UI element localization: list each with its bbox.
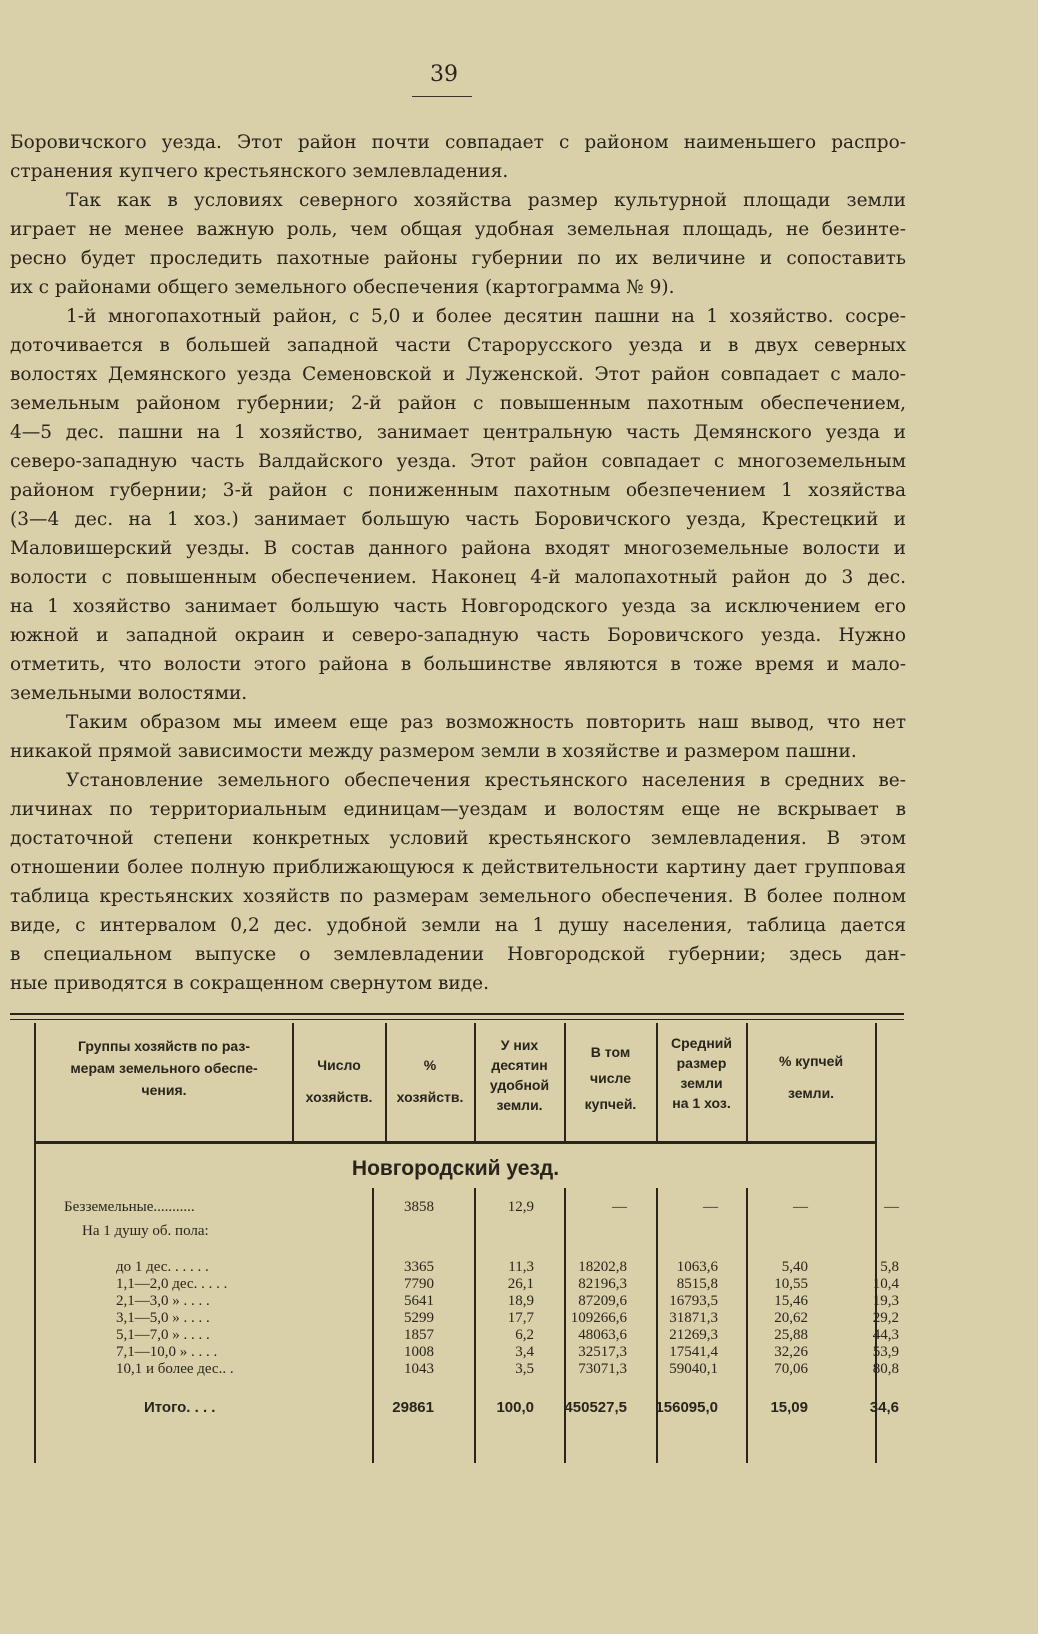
cell-pct: 18,9 [507, 1293, 534, 1309]
text-line: Установление земельного обеспечения крестьянского населения в средних ве- [66, 770, 906, 791]
cell-households: 7790 [404, 1276, 434, 1292]
cell-households: 5641 [404, 1293, 434, 1309]
cell-households: 1043 [404, 1361, 434, 1377]
header-text: десятин [491, 1057, 548, 1073]
text-line: таблица крестьянских хозяйств по размерам земельного обеспечения. В более полном [10, 886, 906, 907]
cell-pct-purchased: 29,2 [872, 1310, 899, 1326]
text-line: земельным районом губернии; 2-й район с повышенным пахотным обеспечением, [10, 393, 906, 414]
cell-households: 3365 [404, 1259, 434, 1275]
header-text: земли [680, 1075, 723, 1091]
cell-purchased: 16793,5 [669, 1293, 718, 1309]
text-line: 4—5 дес. пашни на 1 хозяйство, занимает центральную часть Демянского уезда и [10, 422, 906, 443]
header-text: чения. [141, 1082, 187, 1098]
cell-land: 109266,6 [570, 1310, 627, 1326]
cell-pct-purchased: 10,4 [872, 1276, 899, 1292]
cell-land: 73071,3 [578, 1361, 627, 1377]
text-line: ресно будет проследить пахотные районы губернии по их величине и сопоставить [10, 248, 906, 269]
header-text: Число [317, 1057, 361, 1073]
cell-purchased: 59040,1 [669, 1361, 718, 1377]
cell-avg: — [793, 1199, 808, 1215]
row-label: до 1 дес. . . . . . [116, 1259, 209, 1275]
text-line: достаточной степени конкретных условий крестьянского землевладения. В этом [10, 828, 906, 849]
cell-avg: 70,06 [774, 1361, 808, 1377]
text-line: волостях Демянского уезда Семеновской и Луженской. Этот район совпадает с мало- [10, 364, 906, 385]
cell-pct: 3,4 [515, 1344, 534, 1360]
header-households [294, 1049, 384, 1113]
cell-land: 87209,6 [578, 1293, 627, 1309]
table-row [34, 1199, 899, 1221]
header-pct-purchased [748, 1045, 874, 1109]
cell-pct-purchased: 19,3 [872, 1293, 899, 1309]
page-number-rule [412, 96, 472, 97]
cell-land: 450527,5 [564, 1399, 627, 1416]
text-line: в специальном выпуске о землевладении Новгородской губернии; здесь дан- [10, 944, 906, 965]
text-line: странения купчего крестьянского землевладения. [10, 161, 509, 182]
text-line: их с районами общего земельного обеспечения (картограмма № 9). [10, 277, 675, 298]
cell-pct: 17,7 [507, 1310, 534, 1326]
header-text: мерам земельного обеспе- [70, 1060, 258, 1076]
cell-pct-purchased: 5,8 [880, 1259, 899, 1275]
cell-pct: 3,5 [515, 1361, 534, 1377]
cell-pct-purchased: 80,8 [872, 1361, 899, 1377]
page-number: 39 [430, 62, 458, 87]
text-line: отношении более полную приближающуюся к действительности картину дает групповая [10, 857, 906, 878]
text-line: ные приводятся в сокращенном свернутом виде. [10, 973, 489, 994]
text-line: Маловишерский уезды. В состав данного района входят многоземельные волости и [10, 538, 906, 559]
header-text: % купчей [778, 1053, 844, 1069]
header-average [658, 1033, 745, 1113]
header-text: удобной [489, 1077, 550, 1093]
cell-land: 82196,3 [578, 1276, 627, 1292]
header-text: хозяйств. [305, 1089, 373, 1105]
cell-avg: 25,88 [774, 1327, 808, 1343]
header-text: на 1 хоз. [672, 1095, 731, 1111]
header-rule [34, 1141, 877, 1144]
cell-land: 32517,3 [578, 1344, 627, 1360]
cell-purchased: 31871,3 [669, 1310, 718, 1326]
text-line: 1-й многопахотный район, с 5,0 и более десятин пашни на 1 хозяйство. сосре- [66, 306, 906, 327]
header-pct-households [387, 1049, 473, 1113]
cell-pct: 100,0 [496, 1399, 534, 1416]
cell-purchased: — [703, 1199, 718, 1215]
cell-land: 48063,6 [578, 1327, 627, 1343]
text-line: районом губернии; 3-й район с пониженным пахотным обезпечением 1 хозяйства [10, 480, 906, 501]
cell-purchased: 8515,8 [676, 1276, 718, 1292]
cell-avg: 20,62 [774, 1310, 808, 1326]
header-text: В том [590, 1044, 631, 1060]
text-line: северо-западную часть Валдайского уезда. Этот район совпадает с многоземельным [10, 451, 906, 472]
cell-pct-purchased: 34,6 [869, 1399, 899, 1416]
cell-households: 1008 [404, 1344, 434, 1360]
cell-avg: 15,46 [774, 1293, 808, 1309]
header-text: % [423, 1057, 437, 1073]
cell-land: 18202,8 [578, 1259, 627, 1275]
cell-pct: 26,1 [507, 1276, 534, 1292]
cell-pct: 6,2 [515, 1327, 534, 1343]
text-line: личинах по территориальным единицам—уездам и волостям еще не вскрывает в [10, 799, 906, 820]
cell-purchased: 156095,0 [655, 1399, 718, 1416]
cell-avg: 32,26 [774, 1344, 808, 1360]
table-row [34, 1361, 899, 1383]
total-row [34, 1399, 899, 1421]
text-line: Боровичского уезда. Этот район почти совпадает с районом наименьшего распро- [10, 132, 906, 153]
text-line: на 1 хозяйство занимает большую часть Новгородского уезда за исключением его [10, 596, 906, 617]
row-label: 5,1—7,0 » . . . . [116, 1327, 210, 1343]
text-line: никакой прямой зависимости между размером земли в хозяйстве и размером пашни. [10, 741, 857, 762]
cell-purchased: 17541,4 [669, 1344, 718, 1360]
cell-households: 5299 [404, 1310, 434, 1326]
header-group-label [38, 1035, 290, 1101]
text-line: волости с повышенным обеспечением. Наконец 4-й малопахотный район до 3 дес. [10, 567, 906, 588]
header-purchased [566, 1039, 655, 1117]
row-label: 10,1 и более дес.. . [116, 1361, 234, 1377]
cell-avg: 15,09 [770, 1399, 808, 1416]
table-top-rule [10, 1013, 904, 1015]
text-line: Так как в условиях северного хозяйства размер культурной площади земли [66, 190, 906, 211]
subheading-text: На 1 душу об. пола: [82, 1223, 209, 1239]
cell-land: — [612, 1199, 627, 1215]
cell-avg: 5,40 [781, 1259, 808, 1275]
header-land [476, 1035, 563, 1115]
row-label: Итого. . . . [144, 1399, 216, 1416]
header-text: Средний [670, 1035, 732, 1051]
row-label: 1,1—2,0 дес. . . . . [116, 1276, 228, 1292]
text-line: доточивается в большей западной части Старорусского уезда и в двух северных [10, 335, 906, 356]
cell-pct-purchased: 44,3 [872, 1327, 899, 1343]
header-text: земли. [787, 1085, 835, 1101]
row-label: 7,1—10,0 » . . . . [116, 1344, 218, 1360]
text-line: играет не менее важную роль, чем общая удобная земельная площадь, не безинте- [10, 219, 906, 240]
header-text: числе [589, 1070, 631, 1086]
table-top-rule-2 [10, 1019, 904, 1020]
text-line: южной и западной окраин и северо-западную часть Боровичского уезда. Нужно [10, 625, 906, 646]
cell-avg: 10,55 [774, 1276, 808, 1292]
statistics-table [34, 1023, 899, 1463]
cell-pct-purchased: 53,9 [872, 1344, 899, 1360]
text-line: отметить, что волости этого района в большинстве являются в тоже время и мало- [10, 654, 906, 675]
cell-households: 3858 [404, 1199, 434, 1215]
text-line: виде, с интервалом 0,2 дес. удобной земли на 1 душу населения, таблица дается [10, 915, 906, 936]
cell-purchased: 1063,6 [676, 1259, 718, 1275]
cell-pct-purchased: — [884, 1199, 899, 1215]
cell-households: 1857 [404, 1327, 434, 1343]
row-label: 2,1—3,0 » . . . . [116, 1293, 210, 1309]
body-text [10, 128, 906, 998]
row-label: 3,1—5,0 » . . . . [116, 1310, 210, 1326]
header-text: земли. [496, 1097, 543, 1113]
district-title: Новгородский уезд. [351, 1157, 560, 1180]
header-text: размер [676, 1055, 727, 1071]
header-text: хозяйств. [396, 1089, 464, 1105]
header-text: Группы хозяйств по раз- [77, 1038, 251, 1054]
header-text: купчей. [584, 1096, 637, 1112]
text-line: Таким образом мы имеем еще раз возможность повторить наш вывод, что нет [66, 712, 906, 733]
cell-households: 29861 [392, 1399, 434, 1416]
table-subheading [34, 1223, 877, 1245]
cell-purchased: 21269,3 [669, 1327, 718, 1343]
text-line: земельными волостями. [10, 683, 248, 704]
cell-pct: 11,3 [508, 1259, 534, 1275]
header-text: У них [500, 1037, 539, 1053]
text-line: (3—4 дес. на 1 хоз.) занимает большую часть Боровичского уезда, Крестецкий и [10, 509, 906, 530]
row-label: Безземельные........... [64, 1199, 195, 1215]
cell-pct: 12,9 [507, 1199, 534, 1215]
